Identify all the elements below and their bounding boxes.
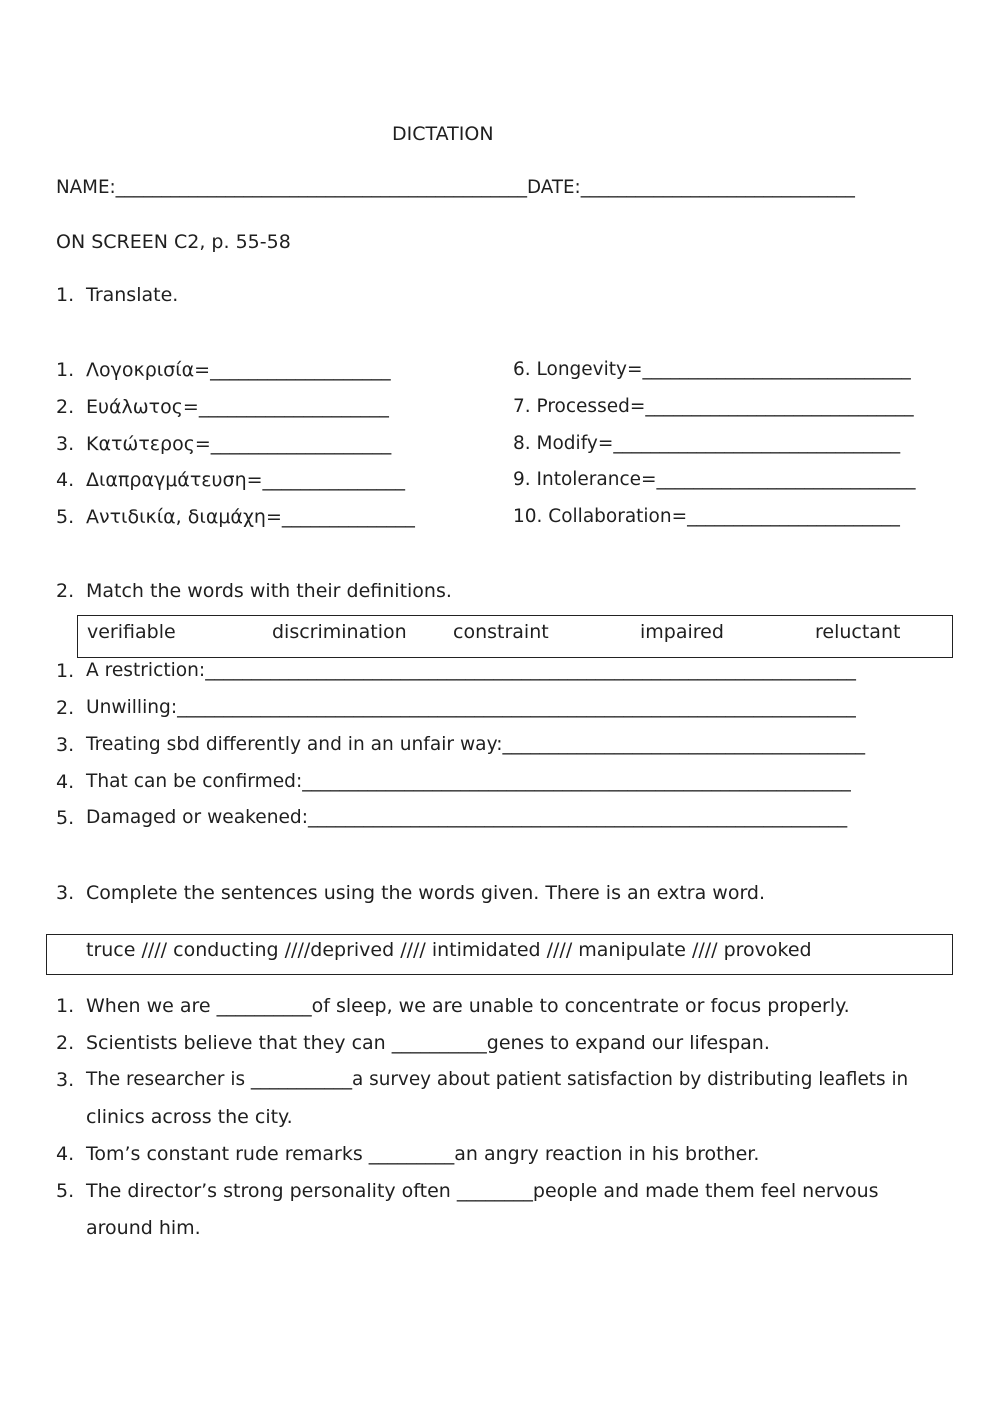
section-number: 2. <box>56 580 75 602</box>
item-number: 1. <box>56 995 75 1017</box>
sentence-item: Tom’s constant rude remarks _________an angry reaction in his brother. <box>86 1143 760 1165</box>
sentence-item: When we are __________of sleep, we are unable to concentrate or focus properly. <box>86 995 850 1017</box>
word-option: discrimination <box>272 621 407 643</box>
word-box <box>46 934 953 975</box>
translate-item: 10. Collaboration=_______________________ <box>513 506 900 527</box>
item-number: 5. <box>56 807 75 829</box>
sentence-continuation: around him. <box>86 1217 201 1239</box>
section-heading: Complete the sentences using the words given. There is an extra word. <box>86 882 766 904</box>
section-heading: Match the words with their definitions. <box>86 580 452 602</box>
item-number: 2. <box>56 396 75 418</box>
sentence-item: The researcher is ___________a survey about patient satisfaction by distributing leaflets in <box>86 1069 909 1090</box>
sentence-continuation: clinics across the city. <box>86 1106 293 1128</box>
definition-item: Unwilling:_________________________________________________________________________ <box>86 697 856 718</box>
item-number: 3. <box>56 433 75 455</box>
translate-item: 7. Processed=_____________________________ <box>513 396 914 417</box>
word-option: reluctant <box>815 621 901 643</box>
word-option: verifiable <box>87 621 176 643</box>
word-option: constraint <box>453 621 549 643</box>
translate-item: 8. Modify=_______________________________ <box>513 433 901 454</box>
name-date-line: NAME:_____________________________________________DATE:______________________________ <box>56 177 855 198</box>
translate-item: Κατώτερος=___________________ <box>86 433 392 455</box>
word-box <box>77 615 953 658</box>
translate-item: 9. Intolerance=____________________________ <box>513 469 916 490</box>
item-number: 2. <box>56 1032 75 1054</box>
definition-item: That can be confirmed:___________________________________________________________ <box>86 771 851 792</box>
source-reference: ON SCREEN C2, p. 55-58 <box>56 231 291 253</box>
item-number: 5. <box>56 1180 75 1202</box>
item-number: 3. <box>56 734 75 756</box>
definition-item: Treating sbd differently and in an unfair way:_______________________________________ <box>86 734 866 755</box>
page-title: DICTATION <box>392 123 494 145</box>
definition-item: A restriction:______________________________________________________________________ <box>86 660 856 681</box>
sentence-item: The director’s strong personality often ________people and made them feel nervous <box>86 1180 879 1202</box>
section-number: 3. <box>56 882 75 904</box>
item-number: 3. <box>56 1069 75 1091</box>
item-number: 5. <box>56 506 75 528</box>
item-number: 4. <box>56 1143 75 1165</box>
translate-item: Διαπραγμάτευση=_______________ <box>86 469 406 491</box>
translate-item: 6. Longevity=_____________________________ <box>513 359 911 380</box>
item-number: 4. <box>56 469 75 491</box>
item-number: 2. <box>56 697 75 719</box>
word-list: truce //// conducting ////deprived //// intimidated //// manipulate //// provoked <box>86 939 812 961</box>
word-option: impaired <box>640 621 724 643</box>
item-number: 1. <box>56 359 75 381</box>
item-number: 4. <box>56 771 75 793</box>
section-heading: Translate. <box>86 284 179 306</box>
section-number: 1. <box>56 284 75 306</box>
item-number: 1. <box>56 660 75 682</box>
translate-item: Ευάλωτος=____________________ <box>86 396 389 418</box>
definition-item: Damaged or weakened:__________________________________________________________ <box>86 807 848 828</box>
translate-item: Λογοκρισία=___________________ <box>86 359 391 381</box>
sentence-item: Scientists believe that they can __________genes to expand our lifespan. <box>86 1032 770 1054</box>
translate-item: Αντιδικία, διαμάχη=______________ <box>86 506 415 528</box>
